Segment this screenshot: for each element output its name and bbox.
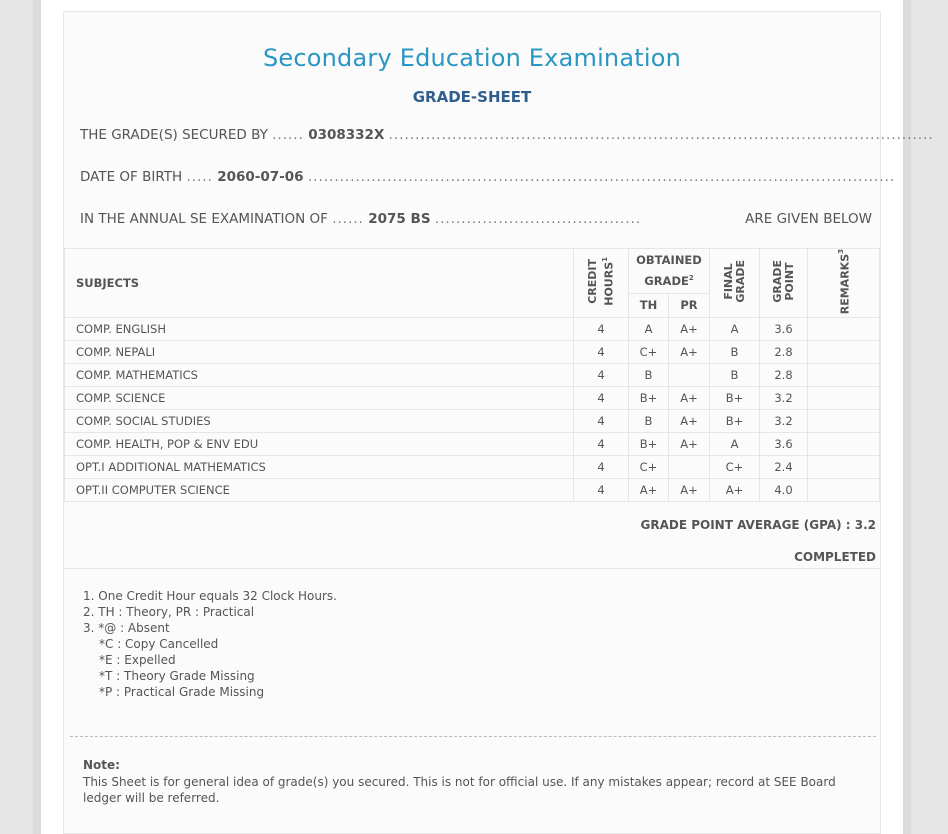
subject-cell: OPT.II COMPUTER SCIENCE xyxy=(65,479,574,502)
grade-point-cell: 3.2 xyxy=(760,410,808,433)
remarks-cell xyxy=(808,456,880,479)
footnote-3-copy-cancelled: *C : Copy Cancelled xyxy=(99,637,219,651)
given-below-label: ARE GIVEN BELOW xyxy=(742,209,872,229)
credit-cell: 4 xyxy=(574,364,629,387)
dob-label: DATE OF BIRTH xyxy=(80,169,183,185)
pr-grade-cell: A+ xyxy=(669,318,710,341)
final-grade-cell: B xyxy=(710,341,760,364)
subject-cell: COMP. MATHEMATICS xyxy=(65,364,574,387)
page-subtitle: GRADE-SHEET xyxy=(412,88,532,106)
remarks-cell xyxy=(808,364,880,387)
subject-cell: COMP. SOCIAL STUDIES xyxy=(65,410,574,433)
header-th: TH xyxy=(629,293,669,318)
th-grade-cell: B xyxy=(629,410,669,433)
footnote-3-theory-missing: *T : Theory Grade Missing xyxy=(99,669,255,683)
th-grade-cell: C+ xyxy=(629,341,669,364)
remarks-cell xyxy=(808,387,880,410)
divider xyxy=(64,568,880,569)
table-row xyxy=(65,433,880,456)
header-obtained-grade: OBTAINED GRADE$^2$ xyxy=(629,249,710,294)
credit-cell: 4 xyxy=(574,479,629,502)
dashed-divider xyxy=(70,736,876,737)
grade-point-cell: 2.4 xyxy=(760,456,808,479)
table-row xyxy=(65,318,880,341)
pr-grade-cell: A+ xyxy=(669,387,710,410)
subject-cell: COMP. HEALTH, POP & ENV EDU xyxy=(65,433,574,456)
final-grade-cell: B xyxy=(710,364,760,387)
symbol-number: 0308332X xyxy=(308,127,385,143)
final-grade-cell: B+ xyxy=(710,387,760,410)
subject-cell: COMP. NEPALI xyxy=(65,341,574,364)
dob-line: DATE OF BIRTH ..... 2060-07-06 ............................................................................................................... xyxy=(80,169,896,185)
result-status: COMPLETED xyxy=(794,550,876,564)
credit-cell: 4 xyxy=(574,318,629,341)
th-grade-cell: B+ xyxy=(629,387,669,410)
th-grade-cell: A+ xyxy=(629,479,669,502)
table-row xyxy=(65,364,880,387)
footnotes xyxy=(83,588,337,700)
pr-grade-cell: A+ xyxy=(669,341,710,364)
remarks-cell xyxy=(808,479,880,502)
footnote-3-expelled: *E : Expelled xyxy=(99,653,176,667)
header-credit-hours: CREDIT HOURS$^1$ xyxy=(574,249,629,318)
table-row xyxy=(65,479,880,502)
footnote-3: 3. *@ : Absent xyxy=(83,621,170,635)
th-grade-cell: B xyxy=(629,364,669,387)
pr-grade-cell: A+ xyxy=(669,433,710,456)
final-grade-cell: A+ xyxy=(710,479,760,502)
table-row xyxy=(65,341,880,364)
grade-point-cell: 3.2 xyxy=(760,387,808,410)
subject-cell: COMP. SCIENCE xyxy=(65,387,574,410)
grade-point-cell: 3.6 xyxy=(760,318,808,341)
pr-grade-cell: A+ xyxy=(669,479,710,502)
grades-table xyxy=(64,248,880,502)
secured-by-label: THE GRADE(S) SECURED BY xyxy=(80,127,268,143)
th-grade-cell: A xyxy=(629,318,669,341)
header-subjects: SUBJECTS xyxy=(65,249,574,318)
table-row xyxy=(65,410,880,433)
credit-cell: 4 xyxy=(574,456,629,479)
grade-point-cell: 2.8 xyxy=(760,364,808,387)
gpa-summary: GRADE POINT AVERAGE (GPA) : 3.2 xyxy=(640,518,876,532)
credit-cell: 4 xyxy=(574,387,629,410)
secured-by-line: THE GRADE(S) SECURED BY ...... 0308332X ....................................................................................................... xyxy=(80,127,934,143)
note-text: This Sheet is for general idea of grade(s) you secured. This is not for official use. If any mistakes appear; record at SEE Board ledger will be referred. xyxy=(83,775,836,805)
footnote-1: 1. One Credit Hour equals 32 Clock Hours. xyxy=(83,589,337,603)
remarks-cell xyxy=(808,341,880,364)
page-title: Secondary Education Examination xyxy=(262,44,682,72)
final-grade-cell: C+ xyxy=(710,456,760,479)
header-pr: PR xyxy=(669,293,710,318)
table-row xyxy=(65,456,880,479)
note-heading: Note: xyxy=(83,758,120,772)
remarks-cell xyxy=(808,410,880,433)
remarks-cell xyxy=(808,433,880,456)
credit-cell: 4 xyxy=(574,410,629,433)
grade-point-cell: 4.0 xyxy=(760,479,808,502)
grade-point-cell: 2.8 xyxy=(760,341,808,364)
exam-label: IN THE ANNUAL SE EXAMINATION OF xyxy=(80,211,328,227)
header-grade-point: GRADE POINT xyxy=(760,249,808,318)
footnote-2: 2. TH : Theory, PR : Practical xyxy=(83,605,255,619)
grade-point-cell: 3.6 xyxy=(760,433,808,456)
subject-cell: COMP. ENGLISH xyxy=(65,318,574,341)
grade-sheet-card xyxy=(63,11,934,834)
subject-cell: OPT.I ADDITIONAL MATHEMATICS xyxy=(65,456,574,479)
th-grade-cell: B+ xyxy=(629,433,669,456)
table-row xyxy=(65,387,880,410)
remarks-cell xyxy=(808,318,880,341)
pr-grade-cell xyxy=(669,364,710,387)
th-grade-cell: C+ xyxy=(629,456,669,479)
pr-grade-cell xyxy=(669,456,710,479)
pr-grade-cell: A+ xyxy=(669,410,710,433)
final-grade-cell: A xyxy=(710,433,760,456)
header-remarks: REMARKS$^3$ xyxy=(808,249,880,318)
credit-cell: 4 xyxy=(574,433,629,456)
final-grade-cell: A xyxy=(710,318,760,341)
exam-line: IN THE ANNUAL SE EXAMINATION OF ...... 2075 BS ....................................... ARE GIVEN BELOW xyxy=(80,211,872,227)
footnote-3-practical-missing: *P : Practical Grade Missing xyxy=(99,685,265,699)
final-grade-cell: B+ xyxy=(710,410,760,433)
dob-value: 2060-07-06 xyxy=(217,169,304,185)
header-final-grade: FINAL GRADE xyxy=(710,249,760,318)
credit-cell: 4 xyxy=(574,341,629,364)
exam-year: 2075 BS xyxy=(368,211,431,227)
